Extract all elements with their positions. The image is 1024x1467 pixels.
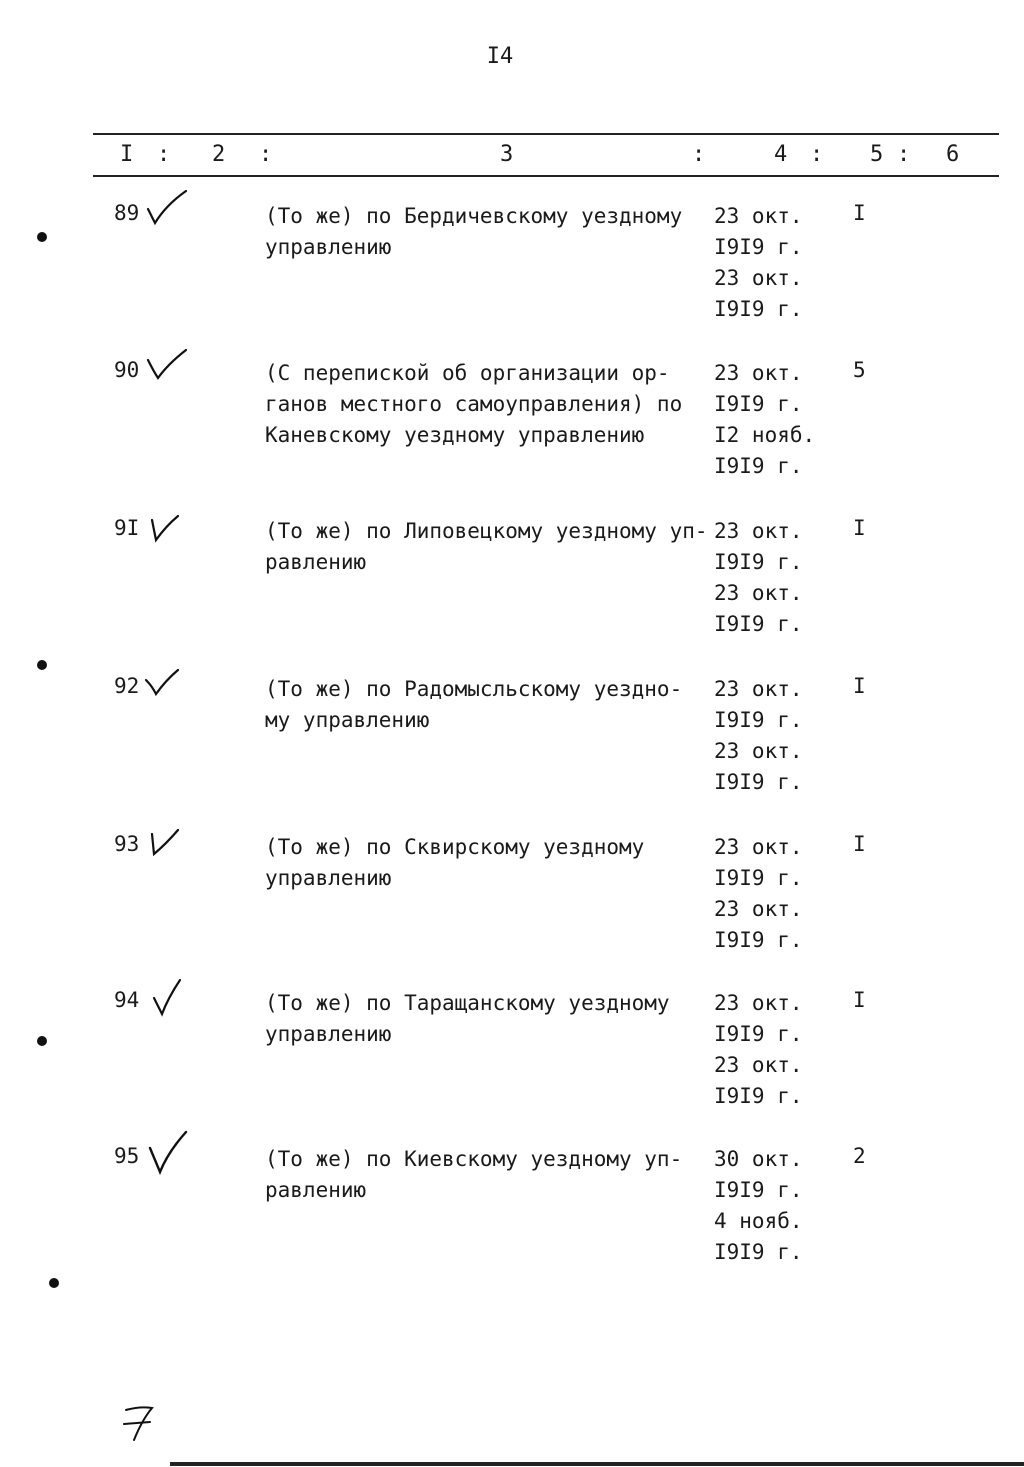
record-sheet-count: I xyxy=(853,674,866,698)
table-row xyxy=(0,988,1024,1138)
col-header-2: 2 xyxy=(212,142,226,167)
page-bottom-edge xyxy=(170,1462,1024,1466)
table-row xyxy=(0,1144,1024,1294)
col-header-5: 5 xyxy=(870,142,884,167)
checkmark-icon xyxy=(144,344,190,390)
record-dates: 23 окт. I9I9 г. 23 окт. I9I9 г. xyxy=(714,677,803,794)
record-title: (То же) по Киевскому уездному уп- равлению xyxy=(265,1147,683,1202)
checkmark-icon xyxy=(144,187,190,233)
punch-hole xyxy=(37,232,47,242)
table-top-rule xyxy=(93,133,999,135)
record-title: (То же) по Липовецкому уездному уп- равлению xyxy=(265,519,708,574)
record-sheet-count: I xyxy=(853,988,866,1012)
table-row xyxy=(0,201,1024,351)
table-row xyxy=(0,358,1024,508)
record-number: 92 xyxy=(114,674,140,698)
record-title: (То же) по Сквирскому уездному управлению xyxy=(265,835,645,890)
record-number: 9I xyxy=(114,516,140,540)
punch-hole xyxy=(37,1036,47,1046)
handwritten-sheet-number xyxy=(118,1402,168,1444)
record-number: 93 xyxy=(114,832,140,856)
checkmark-icon xyxy=(144,502,190,548)
page-number: I4 xyxy=(486,44,514,69)
record-dates: 23 окт. I9I9 г. 23 окт. I9I9 г. xyxy=(714,835,803,952)
record-title: (То же) по Бердичевскому уездному управлению xyxy=(265,204,683,259)
col-separator: : xyxy=(157,142,171,167)
record-sheet-count: 2 xyxy=(853,1144,866,1168)
record-dates: 23 окт. I9I9 г. 23 окт. I9I9 г. xyxy=(714,991,803,1108)
col-header-6: 6 xyxy=(946,142,960,167)
punch-hole xyxy=(49,1278,59,1288)
checkmark-icon xyxy=(144,818,190,864)
col-header-3: 3 xyxy=(500,142,514,167)
record-number: 90 xyxy=(114,358,140,382)
record-sheet-count: I xyxy=(853,832,866,856)
record-dates: 30 окт. I9I9 г. 4 нояб. I9I9 г. xyxy=(714,1147,803,1264)
record-number: 94 xyxy=(114,988,140,1012)
table-row xyxy=(0,832,1024,982)
record-title: (То же) по Радомысльскому уездно- му управлению xyxy=(265,677,683,732)
record-sheet-count: I xyxy=(853,201,866,225)
checkmark-icon xyxy=(144,1130,190,1176)
punch-hole xyxy=(37,660,47,670)
record-sheet-count: 5 xyxy=(853,358,866,382)
col-separator: : xyxy=(692,142,706,167)
col-separator: : xyxy=(259,142,273,167)
record-sheet-count: I xyxy=(853,516,866,540)
record-dates: 23 окт. I9I9 г. 23 окт. I9I9 г. xyxy=(714,204,803,321)
col-header-4: 4 xyxy=(774,142,788,167)
col-separator: : xyxy=(810,142,824,167)
record-number: 89 xyxy=(114,201,140,225)
col-header-1: I xyxy=(120,142,134,167)
checkmark-icon xyxy=(144,660,190,706)
table-row xyxy=(0,516,1024,666)
record-number: 95 xyxy=(114,1144,140,1168)
record-title: (С перепиской об организации ор- ганов местного самоуправления) по Каневскому уездному управлению xyxy=(265,361,683,447)
record-dates: 23 окт. I9I9 г. 23 окт. I9I9 г. xyxy=(714,519,803,636)
record-title: (То же) по Таращанскому уездному управлению xyxy=(265,991,670,1046)
checkmark-icon xyxy=(144,974,190,1020)
record-dates: 23 окт. I9I9 г. I2 нояб. I9I9 г. xyxy=(714,361,816,478)
table-row xyxy=(0,674,1024,824)
col-separator: : xyxy=(897,142,911,167)
table-header-rule xyxy=(93,175,999,177)
